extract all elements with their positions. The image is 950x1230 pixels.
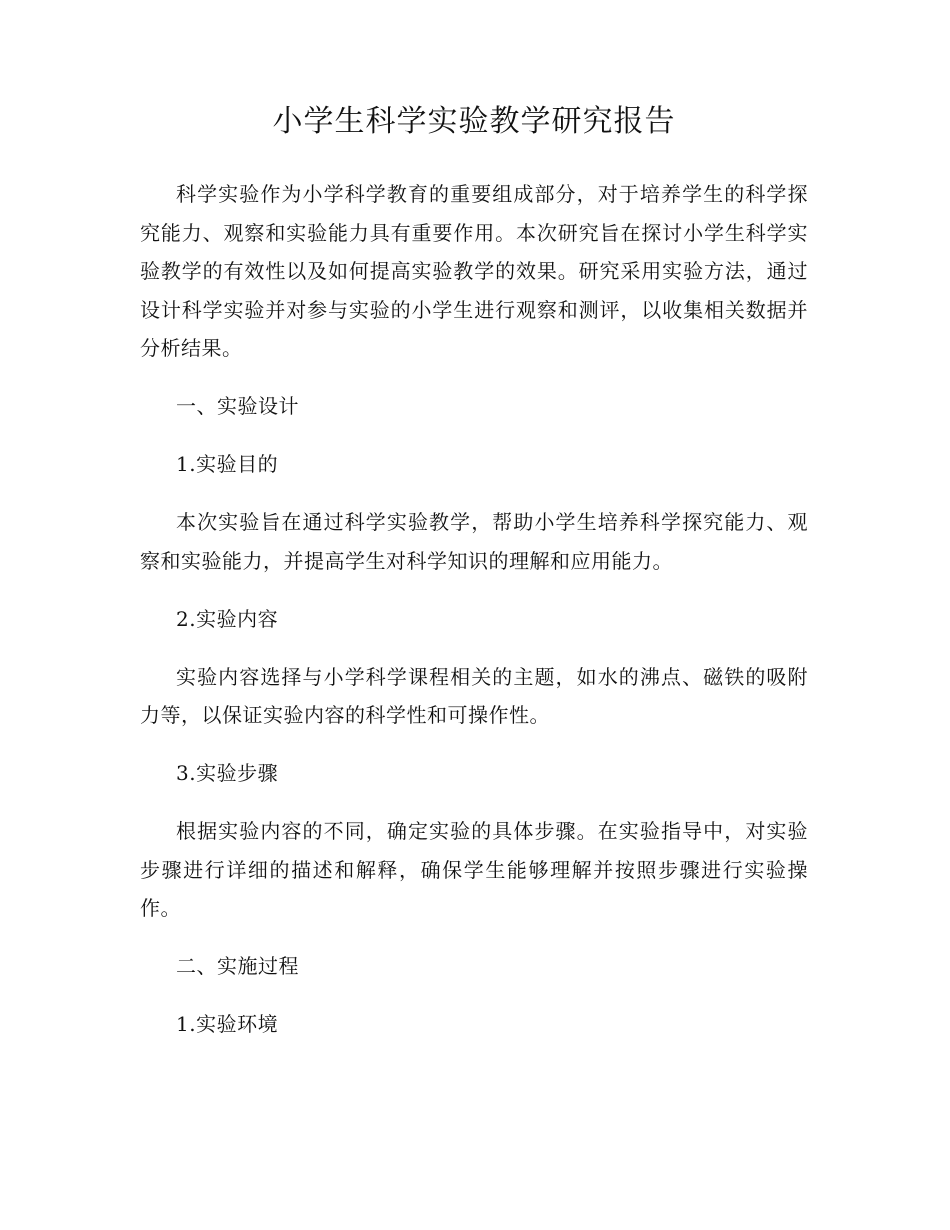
subheading-experiment-environment: 1.实验环境 — [176, 1012, 279, 1036]
section-heading-implementation: 二、实施过程 — [176, 954, 299, 978]
document-title: 小学生科学实验教学研究报告 — [272, 104, 676, 139]
intro-paragraph: 科学实验作为小学科学教育的重要组成部分，对于培养学生的科学探究能力、观察和实验能力具有重要作用。本次研究旨在探讨小学生科学实验教学的有效性以及如何提高实验教学的效果。研究采用实验方法，通过设计科学实验并对参与实验的小学生进行观察和测评，以收集相关数据并分析结果。 — [140, 182, 808, 360]
document-body — [140, 92, 808, 1044]
subheading-experiment-purpose: 1.实验目的 — [176, 452, 279, 476]
subheading-experiment-content: 2.实验内容 — [176, 606, 279, 631]
section-heading-experiment-design: 一、实验设计 — [176, 394, 299, 418]
paragraph-experiment-purpose: 本次实验旨在通过科学实验教学，帮助小学生培养科学探究能力、观察和实验能力，并提高学生对科学知识的理解和应用能力。 — [140, 510, 808, 573]
paragraph-experiment-steps: 根据实验内容的不同，确定实验的具体步骤。在实验指导中，对实验步骤进行详细的描述和解释，确保学生能够理解并按照步骤进行实验操作。 — [140, 819, 808, 920]
subheading-experiment-steps: 3.实验步骤 — [176, 761, 279, 785]
paragraph-experiment-content: 实验内容选择与小学科学课程相关的主题，如水的沸点、磁铁的吸附力等，以保证实验内容的科学性和可操作性。 — [140, 664, 808, 727]
